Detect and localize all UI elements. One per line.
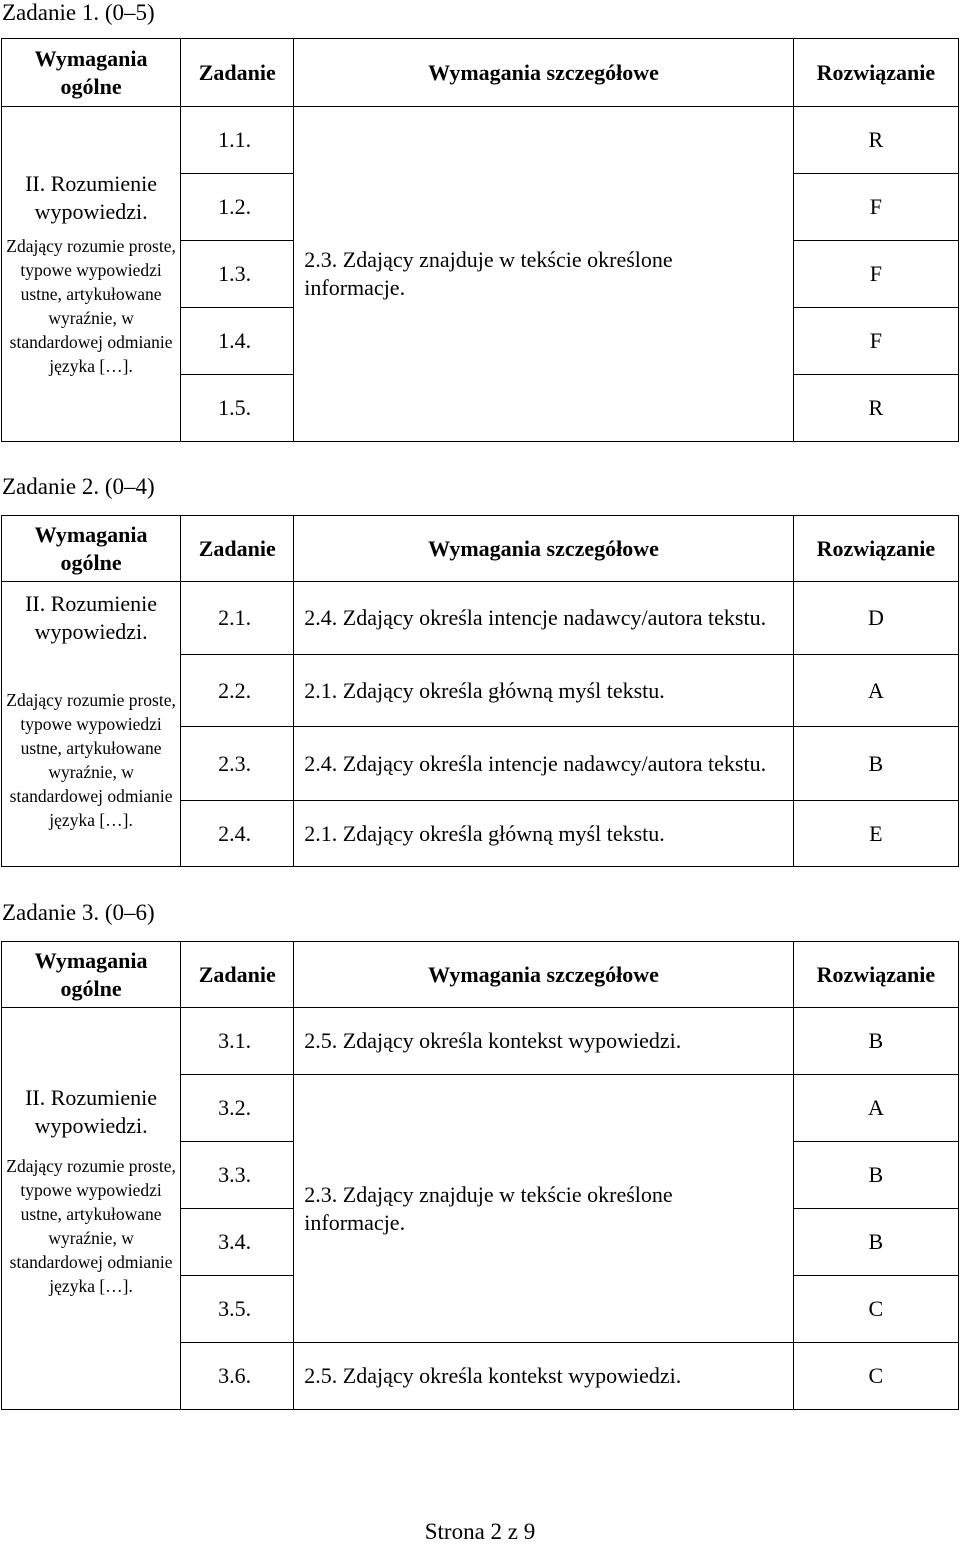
specific-requirement: 2.1. Zdający określa główną myśl tekstu.: [294, 655, 794, 727]
general-requirement-desc-cell: [2, 655, 181, 867]
task-number: 3.2.: [181, 1075, 294, 1142]
task3-heading: Zadanie 3. (0–6): [2, 900, 155, 925]
solution-cell: R: [793, 375, 958, 442]
task-number: 3.6.: [181, 1343, 294, 1410]
solution-cell: B: [793, 1008, 958, 1075]
solution-cell: A: [793, 1075, 958, 1142]
solution-cell: F: [793, 308, 958, 375]
task-number: 3.4.: [181, 1209, 294, 1276]
task3-table: [1, 941, 959, 1410]
task2-table: [1, 515, 959, 867]
specific-requirement: 2.5. Zdający określa kontekst wypowiedzi.: [294, 1343, 794, 1410]
solution-cell: B: [793, 727, 958, 801]
table-row: [2, 107, 959, 174]
solution-cell: D: [793, 582, 958, 655]
table-header-row: [2, 516, 959, 582]
table-header-row: [2, 39, 959, 107]
general-requirement-title: II. Rozumienie wypowiedzi.: [25, 171, 158, 224]
task1-table: [1, 38, 959, 442]
header-general: Wymagania ogólne: [2, 516, 181, 582]
task2-heading: Zadanie 2. (0–4): [2, 474, 155, 499]
specific-requirement: 2.4. Zdający określa intencje nadawcy/autora tekstu.: [294, 727, 794, 801]
solution-cell: B: [793, 1209, 958, 1276]
table-row: [2, 1008, 959, 1075]
general-requirement-cell: [2, 107, 181, 442]
header-solution: Rozwiązanie: [793, 39, 958, 107]
header-specific: Wymagania szczegółowe: [294, 942, 794, 1008]
solution-cell: E: [793, 801, 958, 867]
general-requirement-title-cell: [2, 582, 181, 655]
header-task: Zadanie: [181, 942, 294, 1008]
specific-requirement: 2.4. Zdający określa intencje nadawcy/autora tekstu.: [294, 582, 794, 655]
table-row: [2, 655, 959, 727]
solution-cell: F: [793, 174, 958, 241]
solution-cell: B: [793, 1142, 958, 1209]
task-number: 1.4.: [181, 308, 294, 375]
solution-cell: R: [793, 107, 958, 174]
task-number: 2.3.: [181, 727, 294, 801]
task-number: 2.4.: [181, 801, 294, 867]
header-task: Zadanie: [181, 516, 294, 582]
task-number: 3.1.: [181, 1008, 294, 1075]
general-requirement-desc-cell: [2, 1142, 181, 1410]
header-specific: Wymagania szczegółowe: [294, 39, 794, 107]
general-requirement-desc: Zdający rozumie proste, typowe wypowiedzi ustne, artykułowane wyraźnie, w standardowej odmianie języka […].: [6, 690, 176, 831]
page-number: Strona 2 z 9: [424, 1519, 536, 1544]
specific-requirement: 2.1. Zdający określa główną myśl tekstu.: [294, 801, 794, 867]
task-number: 1.5.: [181, 375, 294, 442]
task-number: 1.2.: [181, 174, 294, 241]
header-general: Wymagania ogólne: [2, 942, 181, 1008]
solution-cell: A: [793, 655, 958, 727]
table-header-row: [2, 942, 959, 1008]
task-number: 3.5.: [181, 1276, 294, 1343]
task-number: 1.3.: [181, 241, 294, 308]
task-number: 1.1.: [181, 107, 294, 174]
task1-heading: Zadanie 1. (0–5): [2, 0, 155, 25]
task-number: 2.1.: [181, 582, 294, 655]
header-specific: Wymagania szczegółowe: [294, 516, 794, 582]
specific-requirement: 2.3. Zdający znajduje w tekście określone informacje.: [294, 1075, 794, 1343]
general-requirement-title-cell: [2, 1008, 181, 1142]
general-requirement-desc: Zdający rozumie proste, typowe wypowiedzi ustne, artykułowane wyraźnie, w standardowej odmianie języka […].: [6, 1155, 176, 1296]
solution-cell: C: [793, 1276, 958, 1343]
task-number: 2.2.: [181, 655, 294, 727]
header-solution: Rozwiązanie: [793, 516, 958, 582]
table-row: [2, 582, 959, 655]
header-general: Wymagania ogólne: [2, 39, 181, 107]
solution-cell: F: [793, 241, 958, 308]
specific-requirement: 2.5. Zdający określa kontekst wypowiedzi.: [294, 1008, 794, 1075]
header-task: Zadanie: [181, 39, 294, 107]
specific-requirement: 2.3. Zdający znajduje w tekście określone informacje.: [294, 107, 794, 442]
header-solution: Rozwiązanie: [793, 942, 958, 1008]
general-requirement-desc: Zdający rozumie proste, typowe wypowiedzi ustne, artykułowane wyraźnie, w standardowej odmianie języka […].: [6, 236, 176, 376]
solution-cell: C: [793, 1343, 958, 1410]
general-requirement-title: II. Rozumienie wypowiedzi.: [25, 591, 158, 645]
general-requirement-title: II. Rozumienie wypowiedzi.: [25, 1084, 158, 1138]
task-number: 3.3.: [181, 1142, 294, 1209]
